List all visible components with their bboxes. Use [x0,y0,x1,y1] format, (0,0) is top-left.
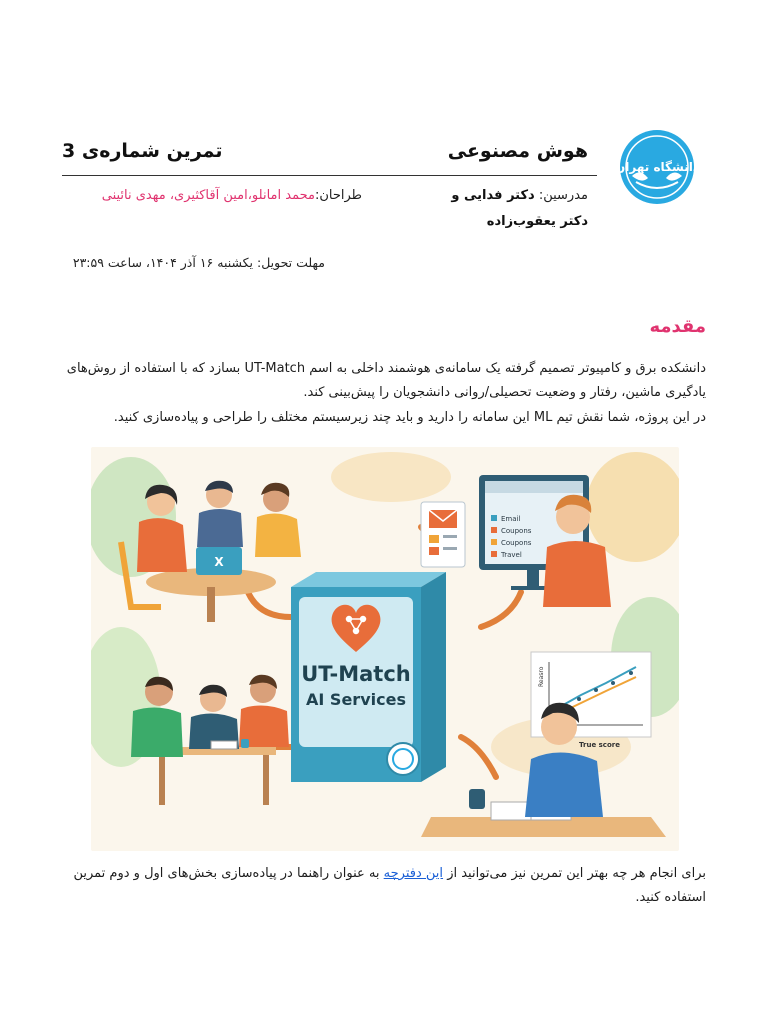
university-logo [618,128,696,206]
ut-match-server [291,572,446,782]
intro-paragraph-1: دانشکده برق و کامپیوتر تصمیم گرفته یک سامانه‌ی هوشمند داخلی به اسم UT-Match بسازد که با استفاده از روش‌های یادگیری ماشین، رفتار و وضعیت تحصیلی/روانی دانشجویان را پیش‌بینی کند. [66,361,706,400]
instructor-name-2: دکتر یعقوب‌زاده [486,214,588,229]
course-title: هوش مصنوعی [447,140,588,162]
email-card [421,502,465,567]
menu-item-3: Coupons [501,539,532,547]
designers-label: طراحان: [314,188,362,203]
guide-text-before: برای انجام هر چه بهتر این تمرین نیز می‌توانید از [447,866,706,881]
coffee-mug-icon [469,789,485,809]
designers-block [62,183,362,209]
server-title: UT-Match [301,662,411,686]
stressed-students-scene [131,675,289,805]
team-discussion-scene [121,481,301,622]
chart-x-label: True score [579,741,620,749]
header-divider [62,175,597,176]
logo-text: دانشگاه تهران [618,160,696,174]
university-seal-icon [618,128,696,206]
intro-paragraph-2: در این پروژه، شما نقش تیم ML این سامانه را دارید و باید چند زیرسیستم مختلف را طراحی و پیاده‌سازی کنید. [113,410,706,425]
guide-text-after: به عنوان راهنما در پیاده‌سازی بخش‌های اول و دوم تمرین استفاده کنید. [73,866,706,905]
designers-names: محمد امانلو،امین آقاکثیری، مهدی نائینی [101,188,315,203]
instructor-name-1: دکتر فدایی و [451,188,535,203]
intro-heading: مقدمه [649,316,706,337]
deadline-text: مهلت تحویل: یکشنبه ۱۶ آذر ۱۴۰۴، ساعت ۲۳:۵۹ [72,255,325,270]
notebook-link[interactable]: این دفترچه [383,866,444,881]
server-subtitle: AI Services [306,690,406,709]
menu-item-1: Email [501,515,521,523]
instructors-block [388,183,588,235]
menu-item-4: Travel [501,551,522,559]
guide-paragraph [62,862,706,910]
project-illustration [91,447,679,851]
laptop-logo: X [214,555,224,569]
menu-item-2: Coupons [501,527,532,535]
assignment-title: تمرین شماره‌ی 3 [62,140,223,162]
server-seal-icon [387,743,419,775]
chart-y-label: Reasro [538,666,545,687]
instructors-label: مدرسین: [538,188,588,203]
